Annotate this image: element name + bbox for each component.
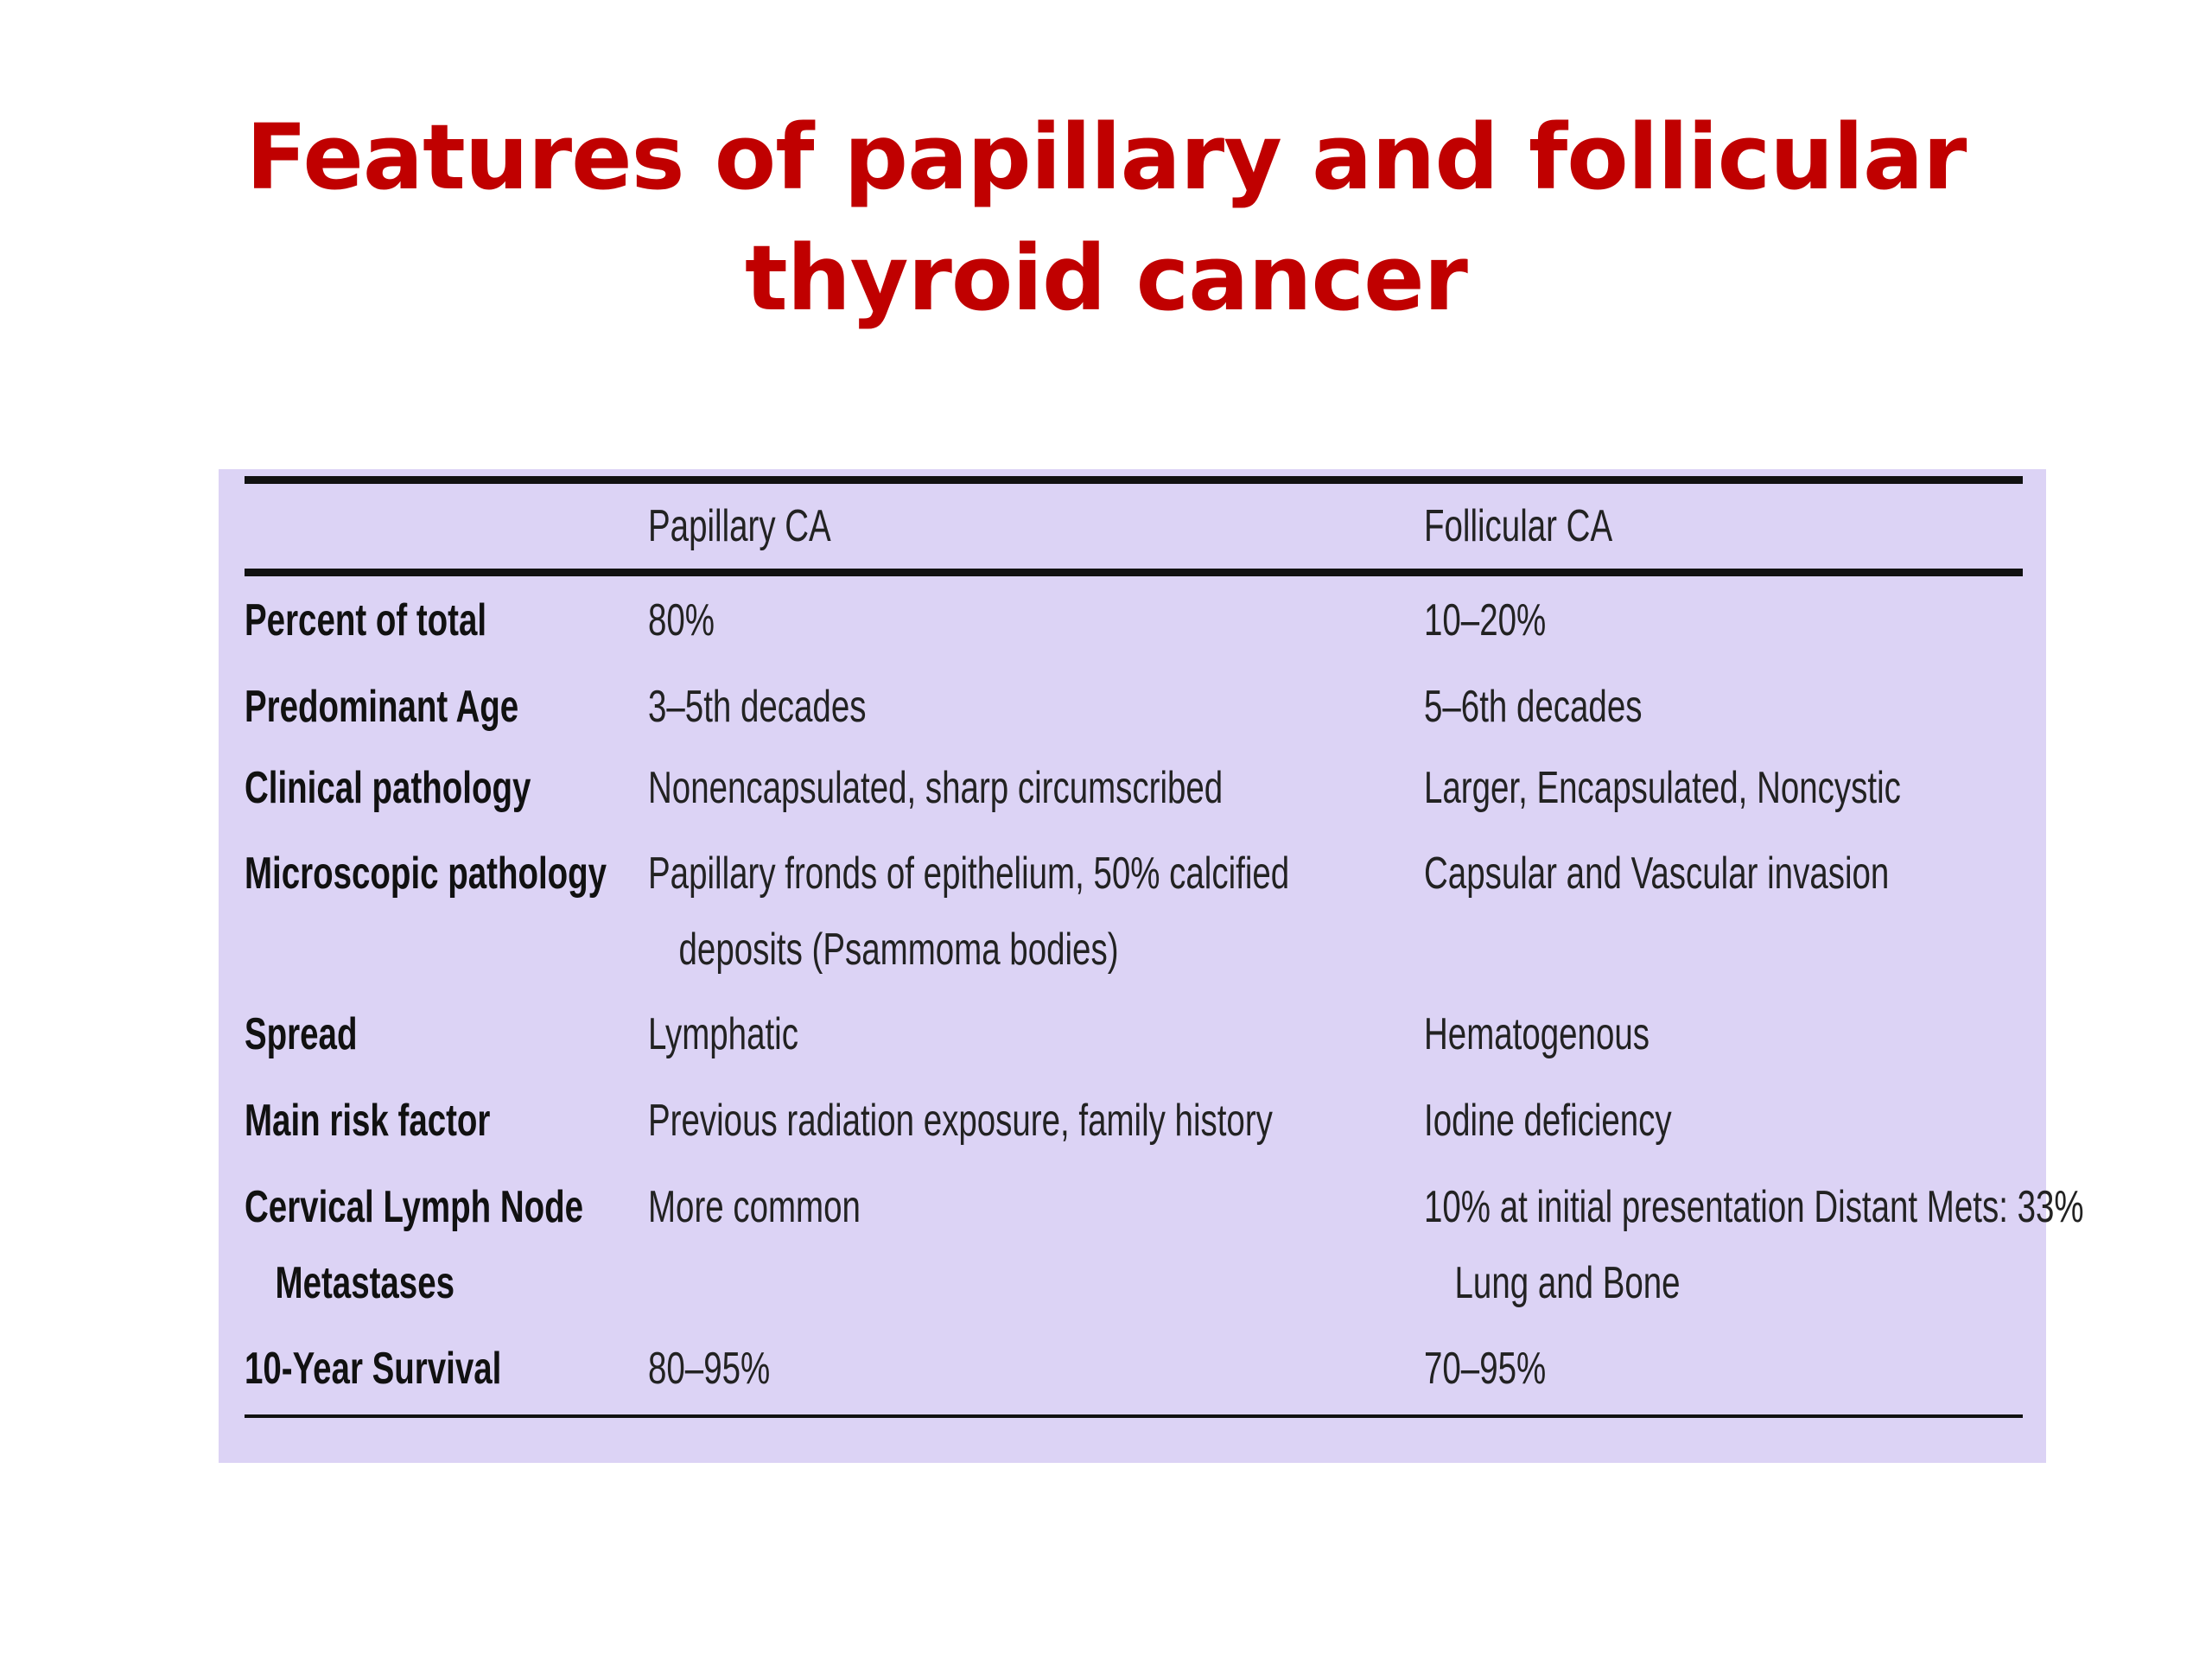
- follicular-percent-of-total: 10–20%: [1424, 595, 1547, 645]
- row-label-predominant-age: Predominant Age: [245, 682, 519, 732]
- papillary-spread: Lymphatic: [648, 1009, 798, 1059]
- papillary-cervical-lymph-node-metastases: More common: [648, 1182, 861, 1232]
- follicular-microscopic-pathology: Capsular and Vascular invasion: [1424, 849, 1890, 899]
- row-label-microscopic-pathology: Microscopic pathology: [245, 849, 607, 899]
- row-label-percent-of-total: Percent of total: [245, 595, 487, 645]
- follicular-main-risk-factor: Iodine deficiency: [1424, 1096, 1672, 1146]
- row-label-clinical-pathology: Clinical pathology: [245, 763, 531, 813]
- column-header-follicular: Follicular CA: [1424, 501, 1613, 551]
- comparison-table: [219, 469, 2084, 1463]
- papillary-microscopic-pathology: Papillary fronds of epithelium, 50% calcified deposits (Psammoma bodies): [648, 849, 1290, 975]
- follicular-predominant-age: 5–6th decades: [1424, 682, 1643, 732]
- row-label-spread: Spread: [245, 1009, 358, 1059]
- papillary-percent-of-total: 80%: [648, 595, 715, 645]
- papillary-10-year-survival: 80–95%: [648, 1344, 771, 1394]
- slide-title-line-2: thyroid cancer: [745, 226, 1467, 331]
- follicular-cervical-lymph-node-metastases: 10% at initial presentation Distant Mets: 33% Lung and Bone: [1424, 1182, 2084, 1308]
- slide-title: [0, 97, 2212, 339]
- row-label-cervical-lymph-node-metastases: Cervical Lymph Node Metastases: [245, 1182, 584, 1308]
- table-header-rule: [245, 569, 2023, 576]
- follicular-clinical-pathology: Larger, Encapsulated, Noncystic: [1424, 763, 1901, 813]
- table-bottom-rule: [245, 1414, 2023, 1418]
- follicular-spread: Hematogenous: [1424, 1009, 1649, 1059]
- follicular-10-year-survival: 70–95%: [1424, 1344, 1547, 1394]
- slide-title-line-1: Features of papillary and follicular: [245, 105, 1967, 210]
- row-label-main-risk-factor: Main risk factor: [245, 1096, 491, 1146]
- papillary-predominant-age: 3–5th decades: [648, 682, 867, 732]
- papillary-clinical-pathology: Nonencapsulated, sharp circumscribed: [648, 763, 1224, 813]
- table-top-rule: [245, 476, 2023, 484]
- row-label-10-year-survival: 10-Year Survival: [245, 1344, 502, 1394]
- papillary-main-risk-factor: Previous radiation exposure, family history: [648, 1096, 1273, 1146]
- column-header-papillary: Papillary CA: [648, 501, 831, 551]
